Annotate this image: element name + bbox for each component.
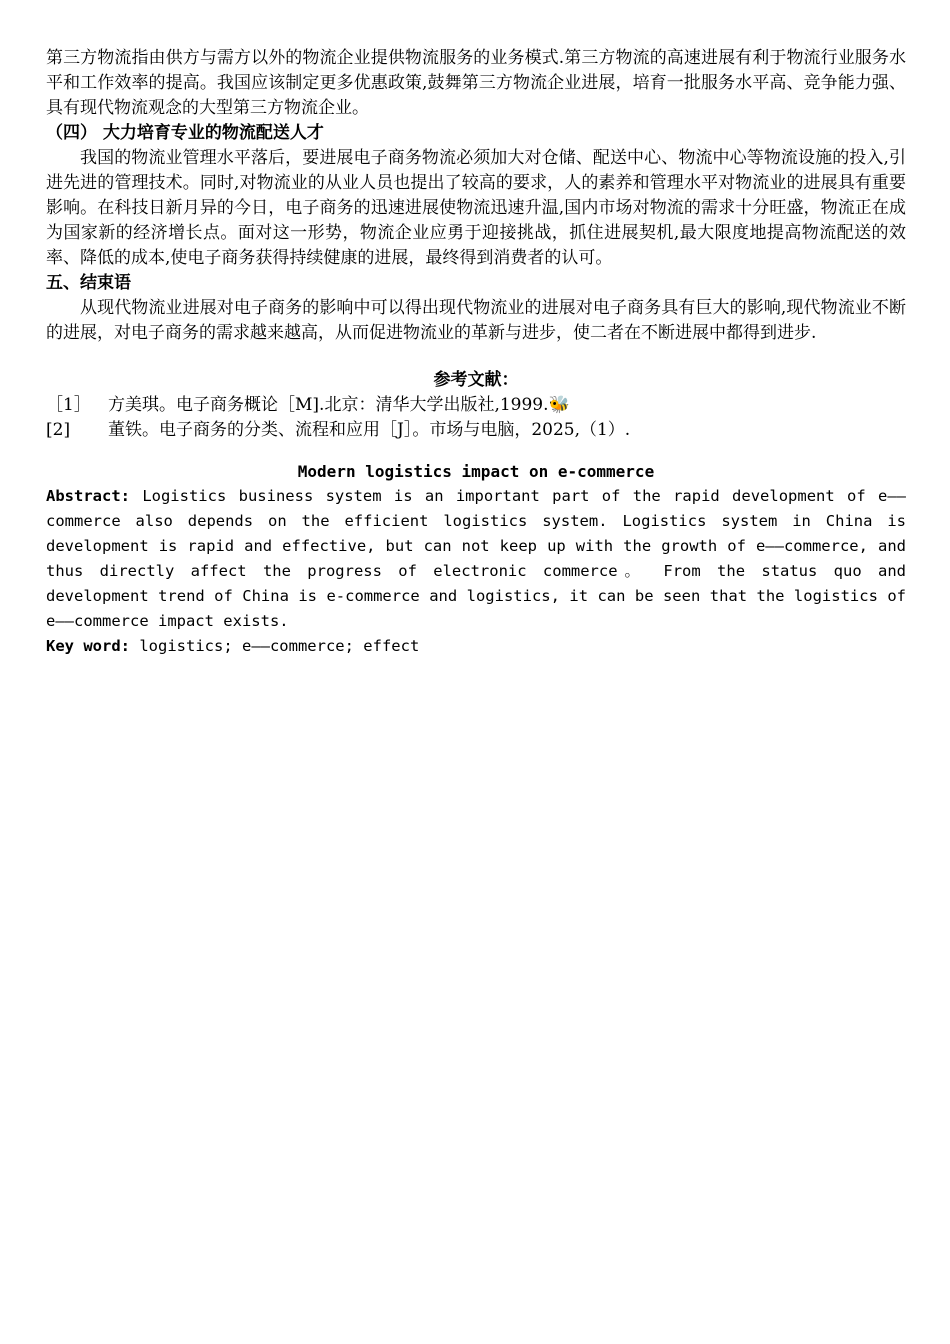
keywords-label: Key word: [46,637,130,655]
english-title: Modern logistics impact on e-commerce [297,462,655,481]
paragraph-conclusion: 从现代物流业进展对电子商务的影响中可以得出现代物流业的进展对电子商务具有巨大的影响,现代物流业不断的进展，对电子商务的需求越来越高，从而促进物流业的革新与进步，使二者在不断进展中都得到进步. [46,298,906,343]
references-title: 参考文献： [433,370,519,390]
reference-item-1 [46,393,906,418]
keywords-text: logistics; e——commerce; effect [130,637,420,655]
reference-text: 董铁。电子商务的分类、流程和应用［J］。市场与电脑，2025,（1）. [108,420,631,440]
reference-number: [2] [46,420,71,440]
abstract-text: Logistics business system is an important part of the rapid development of e——commerce also depends on the efficient logistics system. Logistics system in China is development is rapid and effective, but can not keep up with the growth of e——commerce, and thus directly affect the progress of electronic commerce。 From the status quo and development trend of China is e-commerce and logistics, it can be seen that the logistics of e——commerce impact exists. [46,487,906,630]
reference-item-2 [46,418,906,443]
abstract-label: Abstract: [46,487,130,505]
reference-text: 方美琪。电子商务概论［M].北京：清华大学出版社,1999.🐝 [108,395,570,415]
reference-number: ［1］ [46,395,91,415]
paragraph-third-party-logistics: 第三方物流指由供方与需方以外的物流企业提供物流服务的业务模式.第三方物流的高速进展有利于物流行业服务水平和工作效率的提高。我国应该制定更多优惠政策,鼓舞第三方物流企业进展，培育一批服务水平高、竞争能力强、具有现代物流观念的大型第三方物流企业。 [46,48,906,118]
english-keywords [46,634,906,659]
section-4-heading: （四） 大力培育专业的物流配送人才 [46,123,324,143]
english-abstract [46,484,906,634]
section-5-heading: 五、结束语 [46,273,131,293]
paragraph-logistics-talent: 我国的物流业管理水平落后，要进展电子商务物流必须加大对仓储、配送中心、物流中心等物流设施的投入,引进先进的管理技术。同时,对物流业的从业人员也提出了较高的要求，人的素养和管理水平对物流业的进展具有重要影响。在科技日新月异的今日，电子商务的迅速进展使物流迅速升温,国内市场对物流的需求十分旺盛，物流正在成为国家新的经济增长点。面对这一形势，物流企业应勇于迎接挑战，抓住进展契机,最大限度地提高物流配送的效率、降低的成本,使电子商务获得持续健康的进展，最终得到消费者的认可。 [46,148,906,268]
document-page [46,46,906,659]
